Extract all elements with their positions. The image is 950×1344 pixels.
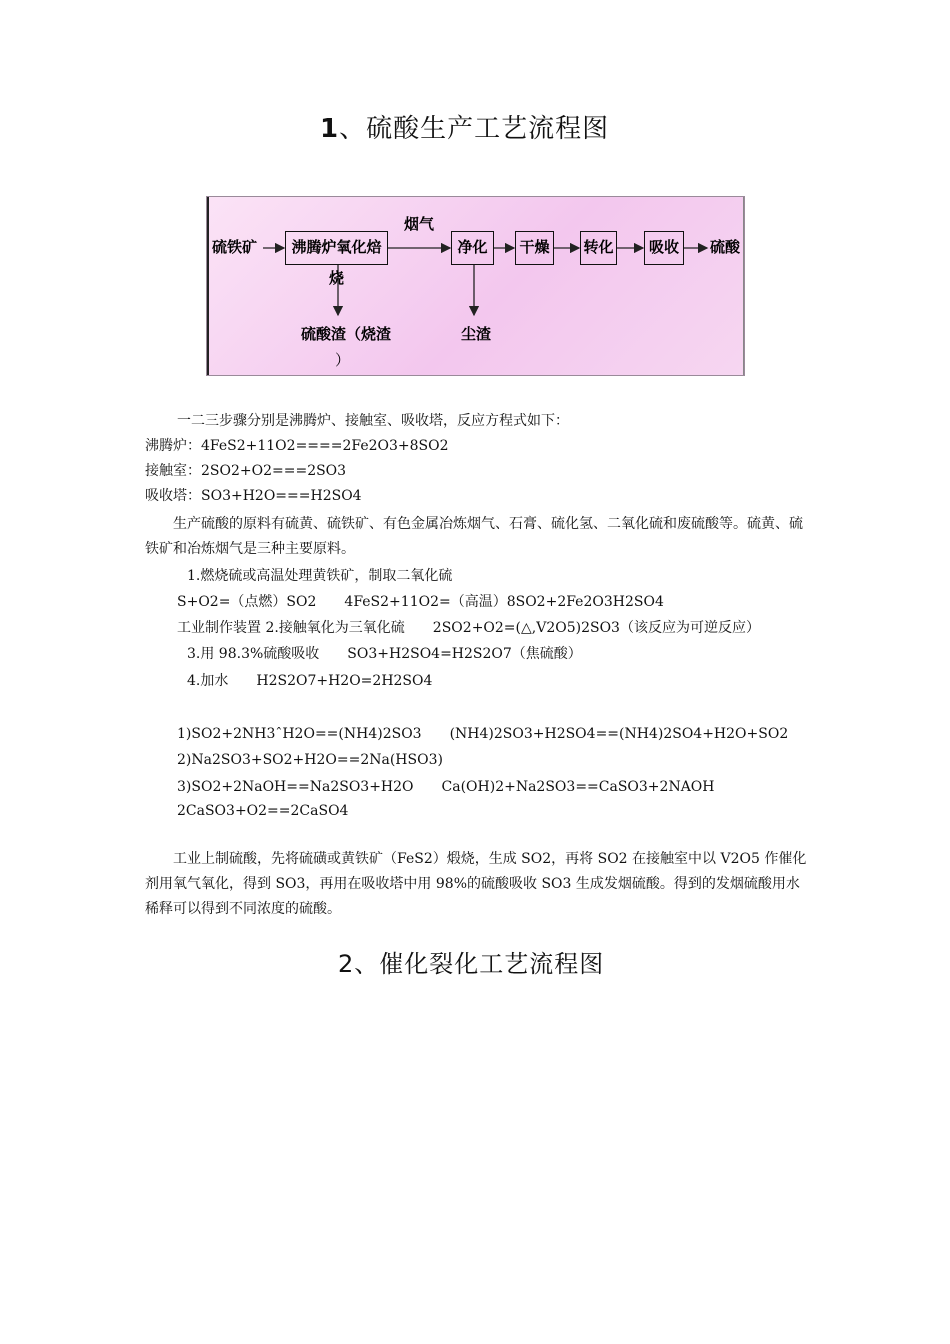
node-slag: 硫酸渣（烧渣 [301, 325, 392, 343]
heading-1-number: 1 [320, 114, 340, 144]
node-absorb: 吸收 [644, 231, 684, 265]
intro-text: 一二三步骤分别是沸腾炉、接触室、吸收塔，反应方程式如下： [177, 413, 569, 429]
heading-2: 2、催化裂化工艺流程图 [338, 950, 605, 978]
node-dry: 干燥 [515, 231, 554, 265]
node-pyrite: 硫铁矿 [212, 238, 258, 256]
tail-gas-eq-1: 1)SO2+2NH3ˆH2O==(NH4)2SO3 (NH4)2SO3+H2SO4==(NH4)2SO4+H2O+SO2 [177, 726, 789, 742]
raw-materials-paragraph: 生产硫酸的原料有硫黄、硫铁矿、有色金属冶炼烟气、石膏、硫化氢、二氧化硫和废硫酸等。硫黄、硫铁矿和冶炼烟气是三种主要原料。 [145, 516, 803, 557]
reaction-absorption-tower: 吸收塔：SO3+H2O===H2SO4 [145, 488, 362, 504]
sulfuric-acid-flow-diagram [206, 196, 745, 376]
step-1: 1.燃烧硫或高温处理黄铁矿，制取二氧化硫 [187, 568, 453, 584]
heading-1-text: 、硫酸生产工艺流程图 [339, 114, 610, 144]
node-purify: 净化 [451, 231, 494, 265]
node-product: 硫酸 [710, 238, 741, 256]
reaction-contact-chamber: 接触室：2SO2+O2===2SO3 [145, 463, 347, 479]
node-furnace: 沸腾炉氧化焙烧 [285, 231, 388, 265]
node-dust: 尘渣 [461, 325, 492, 343]
summary-paragraph: 工业上制硫酸，先将硫磺或黄铁矿（FeS2）煅烧，生成 SO2，再将 SO2 在接触室中以 V2O5 作催化剂用氧气氧化，得到 SO3，再用在吸收塔中用 98%的硫酸吸收 SO3 生成发烟硫酸。得到的发烟硫酸用水稀释可以得到不同浓度的硫酸。 [145, 851, 807, 917]
step-1-equations: S+O2=（点燃）SO2 4FeS2+11O2=（高温）8SO2+2Fe2O3H2SO4 [177, 594, 664, 610]
tail-gas-eq-3: 3)SO2+2NaOH==Na2SO3+H2O Ca(OH)2+Na2SO3==CaSO3+2NAOH [177, 779, 715, 795]
edge-label-flue-gas: 烟气 [404, 215, 435, 233]
flow-arrows [207, 197, 745, 376]
node-slag-close: ） [335, 351, 351, 369]
step-2: 工业制作装置 2.接触氧化为三氧化硫 2SO2+O2=(△,V2O5)2SO3（该反应为可逆反应） [177, 620, 760, 636]
heading-1 [320, 108, 609, 145]
tail-gas-eq-2: 2)Na2SO3+SO2+H2O==2Na(HSO3) [177, 752, 443, 768]
tail-gas-eq-4: 2CaSO3+O2==2CaSO4 [177, 803, 349, 819]
node-convert: 转化 [580, 231, 617, 265]
reaction-furnace: 沸腾炉：4FeS2+11O2====2Fe2O3+8SO2 [145, 438, 449, 454]
step-3: 3.用 98.3%硫酸吸收 SO3+H2SO4=H2S2O7（焦硫酸） [187, 646, 582, 662]
step-4: 4.加水 H2S2O7+H2O=2H2SO4 [187, 673, 433, 689]
